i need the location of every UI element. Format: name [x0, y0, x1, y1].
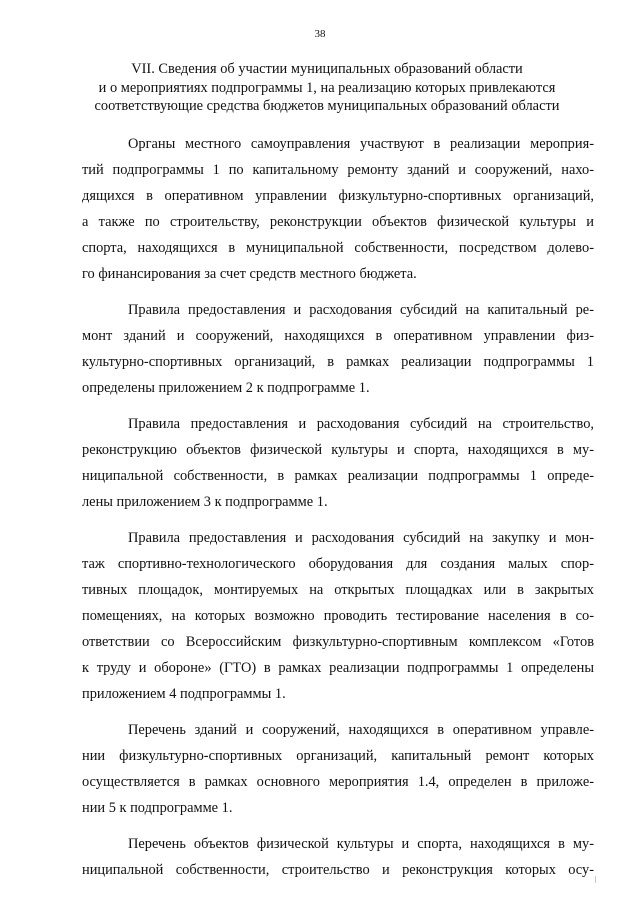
- heading-line: VII. Сведения об участии муниципальных образований области: [131, 61, 523, 77]
- paragraph: [82, 411, 594, 515]
- body-text: [82, 131, 594, 893]
- text-line: нии физкультурно-спортивных организаций, капитальный ремонт которых: [82, 748, 594, 764]
- scan-mark: [595, 876, 596, 883]
- paragraph: [82, 717, 594, 821]
- text-line: тий подпрограммы 1 по капитальному ремонту зданий и сооружений, нахо-: [82, 162, 594, 178]
- page-number: 38: [314, 28, 326, 40]
- text-line: Правила предоставления и расходования субсидий на закупку и мон-: [128, 530, 594, 546]
- heading-line: и о мероприятиях подпрограммы 1, на реализацию которых привлекаются: [98, 79, 556, 96]
- text-line: осуществляется в рамках основного мероприятия 1.4, определен в приложе-: [82, 774, 594, 790]
- text-line: а также по строительству, реконструкции объектов физической культуры и: [82, 214, 594, 230]
- text-line: к труду и обороне» (ГТО) в рамках реализации подпрограммы 1 определены: [82, 660, 594, 676]
- text-line: го финансирования за счет средств местного бюджета.: [82, 266, 417, 282]
- text-line: Перечень объектов физической культуры и спорта, находящихся в му-: [128, 836, 594, 852]
- text-line: культурно-спортивных организаций, в рамках реализации подпрограммы 1: [82, 354, 594, 370]
- text-line: ниципальной собственности, в рамках реализации подпрограммы 1 опреде-: [82, 468, 594, 484]
- text-line: Правила предоставления и расходования субсидий на капитальный ре-: [128, 302, 594, 318]
- text-line: монт зданий и сооружений, находящихся в оперативном управлении физ-: [82, 328, 594, 344]
- text-line: тивных площадок, монтируемых на открытых площадках или в закрытых: [82, 582, 594, 598]
- paragraph: [82, 831, 594, 883]
- paragraph: [82, 297, 594, 401]
- text-line: лены приложением 3 к подпрограмме 1.: [82, 494, 328, 510]
- text-line: помещениях, на которых возможно проводить тестирование населения в со-: [82, 608, 594, 624]
- text-line: определены приложением 2 к подпрограмме 1.: [82, 380, 370, 396]
- heading-line: соответствующие средства бюджетов муниципальных образований области: [94, 98, 560, 114]
- paragraph: [82, 525, 594, 707]
- text-line: дящихся в оперативном управлении физкультурно-спортивных организаций,: [82, 188, 594, 204]
- text-line: Органы местного самоуправления участвуют в реализации мероприя-: [128, 136, 594, 152]
- text-line: ниципальной собственности, строительство и реконструкция которых осу-: [82, 862, 594, 878]
- text-line: Правила предоставления и расходования субсидий на строительство,: [128, 416, 594, 432]
- text-line: таж спортивно-технологического оборудования для создания малых спор-: [82, 556, 594, 572]
- text-line: реконструкцию объектов физической культуры и спорта, находящихся в му-: [82, 442, 594, 458]
- text-line: приложением 4 подпрограммы 1.: [82, 686, 286, 702]
- text-line: нии 5 к подпрограмме 1.: [82, 800, 233, 816]
- text-line: ответствии со Всероссийским физкультурно-спортивным комплексом «Готов: [82, 634, 594, 650]
- section-heading: [60, 60, 594, 116]
- paragraph: [82, 131, 594, 287]
- text-line: Перечень зданий и сооружений, находящихся в оперативном управле-: [128, 722, 594, 738]
- text-line: спорта, находящихся в муниципальной собственности, посредством долево-: [82, 240, 594, 256]
